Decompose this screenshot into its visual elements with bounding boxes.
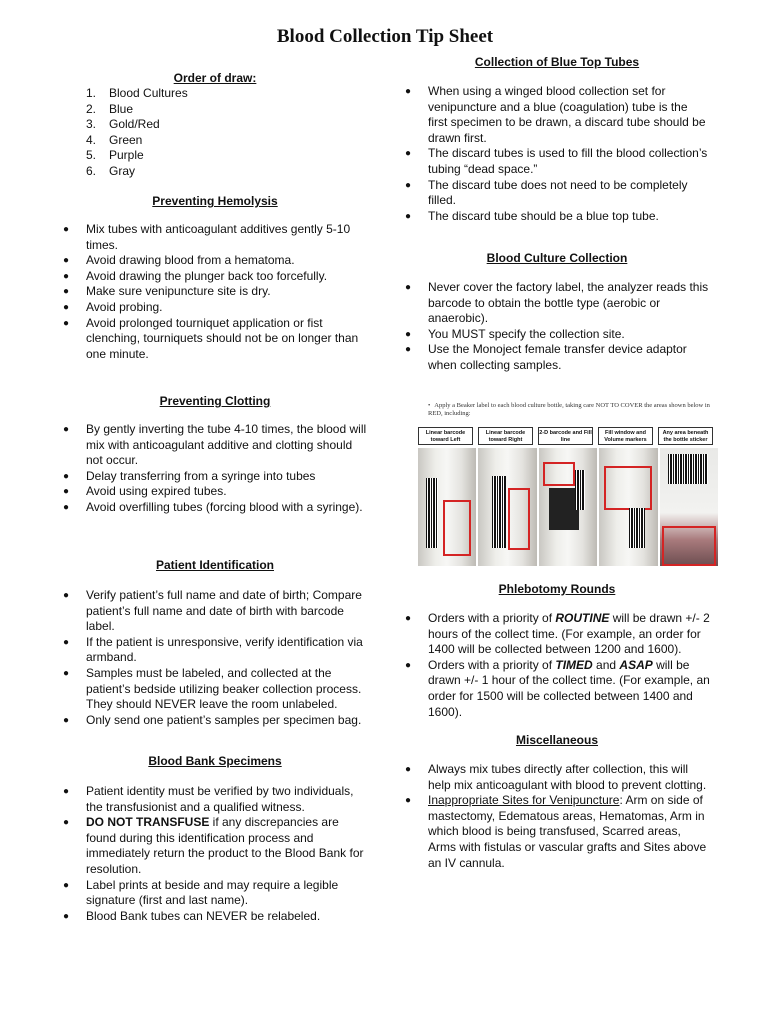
list-item: 5. Purple <box>86 148 144 162</box>
blood-bank-list <box>62 784 368 924</box>
list-item: ● Use the Monoject female transfer device adaptor when collecting samples. <box>405 342 687 372</box>
order-of-draw-heading: Order of draw: <box>173 71 257 85</box>
list-item: ● If the patient is unresponsive, verify identification via armband. <box>63 634 363 665</box>
preventing-clotting-heading: Preventing Clotting <box>159 394 271 408</box>
list-item: ● The discard tube does not need to be completely filled. <box>405 177 688 208</box>
label-beneath-sticker: Any area beneath the bottle sticker <box>658 427 713 445</box>
list-item: ● Never cover the factory label, the analyzer reads this barcode to obtain the bottle type (aerobic or anaerobic). <box>405 280 709 326</box>
list-item: ● Avoid overfilling tubes (forcing blood with a syringe). <box>63 499 363 514</box>
blood-culture-heading: Blood Culture Collection <box>486 251 628 265</box>
list-item: ● Only send one patient’s samples per specimen bag. <box>63 712 362 727</box>
list-item: ● Patient identity must be verified by two individuals, the transfusionist and a qualified witness. <box>63 784 354 814</box>
list-item: ● Avoid drawing blood from a hematoma. <box>63 253 295 268</box>
list-item: ● When using a winged blood collection set for venipuncture and a blue (coagulation) tube is the first specimen to be drawn, a discard tube should be drawn first. <box>405 84 706 145</box>
list-item: 3. Gold/Red <box>86 117 160 131</box>
list-item: ● Always mix tubes directly after collection, this will help mix anticoagulant with blood to prevent clotting. <box>405 762 707 792</box>
list-item: ● Make sure venipuncture site is dry. <box>63 284 271 299</box>
label-linear-barcode-left: Linear barcode toward Left <box>418 427 473 445</box>
bottle-photo <box>660 448 718 566</box>
patient-identification-heading: Patient Identification <box>155 558 274 572</box>
preventing-hemolysis-heading: Preventing Hemolysis <box>152 194 278 208</box>
list-item: ● Delay transferring from a syringe into tubes <box>63 468 316 483</box>
list-item: ● Orders with a priority of TIMED and ASAP will be drawn +/- 1 hour of the collect time. (For example, an order for 1500 will be collected between 1400 and 1600). <box>405 657 710 719</box>
bottle-photo <box>599 448 657 566</box>
bottle-photo <box>478 448 536 566</box>
bottle-photo <box>418 448 476 566</box>
label-2d-barcode: 2-D barcode and Fill line <box>538 427 593 445</box>
clotting-list <box>62 422 368 516</box>
list-item: ● Avoid drawing the plunger back too forcefully. <box>63 268 328 283</box>
list-item: ● Verify patient’s full name and date of birth; Compare patient’s full name and date of birth with barcode label. <box>63 588 362 634</box>
blue-top-heading: Collection of Blue Top Tubes <box>474 55 640 69</box>
list-item: 2. Blue <box>86 101 134 116</box>
list-item: ● Mix tubes with anticoagulant additives gently 5-10 times. <box>63 222 351 252</box>
list-item: ● Blood Bank tubes can NEVER be relabeled. <box>63 908 321 923</box>
list-item: ● Samples must be labeled, and collected at the patient’s bedside utilizing beaker collection process. They should NEVER leave the room unlabeled. <box>63 665 362 712</box>
label-fill-window: Fill window and Volume markers <box>598 427 653 445</box>
phlebotomy-rounds-list <box>404 611 710 720</box>
miscellaneous-list <box>404 762 710 871</box>
patient-identification-list <box>62 588 368 728</box>
miscellaneous-heading: Miscellaneous <box>515 733 599 747</box>
list-item: 4. Green <box>86 132 143 147</box>
figure-caption: • Apply a Beaker label to each blood culture bottle, taking care NOT TO COVER the areas shown below in RED, including: <box>428 402 710 417</box>
blood-culture-bottles-figure <box>418 400 718 568</box>
list-item: ● Avoid prolonged tourniquet application or fist clenching, tourniquets should not be on longer than one minute. <box>63 315 359 361</box>
list-item: ● Inappropriate Sites for Venipuncture: Arm on side of mastectomy, Edematous areas, Hematomas, Arm in which blood is being transfused, Scarred areas, Arms with fistulas or vascular grafts and Sites above an IV cannula. <box>405 793 707 870</box>
phlebotomy-rounds-heading: Phlebotomy Rounds <box>498 582 616 596</box>
list-item: ● By gently inverting the tube 4-10 times, the blood will mix with anticoagulant additive and clotting should not occur. <box>63 422 367 468</box>
list-item: 1. Blood Cultures <box>86 86 188 100</box>
list-item: ● The discard tube should be a blue top tube. <box>405 208 659 223</box>
blue-top-list <box>404 84 710 224</box>
page-title: Blood Collection Tip Sheet <box>276 26 494 47</box>
blood-bank-heading: Blood Bank Specimens <box>148 754 282 768</box>
list-item: ● DO NOT TRANSFUSE if any discrepancies are found during this identification process and immediately return the product to the Blood Bank for resolution. <box>63 815 364 876</box>
list-item: ● You MUST specify the collection site. <box>405 326 625 341</box>
list-item: ● Label prints at beside and may require a legible signature (first and last name). <box>63 877 339 908</box>
bottle-photos <box>418 448 718 566</box>
figure-labels <box>418 427 718 445</box>
hemolysis-list <box>62 222 368 362</box>
list-item: ● Avoid probing. <box>63 299 163 314</box>
label-linear-barcode-right: Linear barcode toward Right <box>478 427 533 445</box>
order-of-draw-list <box>86 86 188 179</box>
blood-culture-list <box>404 280 710 374</box>
list-item: ● Orders with a priority of ROUTINE will be drawn +/- 2 hours of the collect time. (For example, an order for 1400 will be collected between 1200 and 1600). <box>405 611 710 657</box>
list-item: 6. Gray <box>86 163 136 178</box>
bottle-photo <box>539 448 597 566</box>
list-item: ● The discard tubes is used to fill the blood collection’s tubing “dead space.” <box>405 146 708 176</box>
list-item: ● Avoid using expired tubes. <box>63 484 227 499</box>
